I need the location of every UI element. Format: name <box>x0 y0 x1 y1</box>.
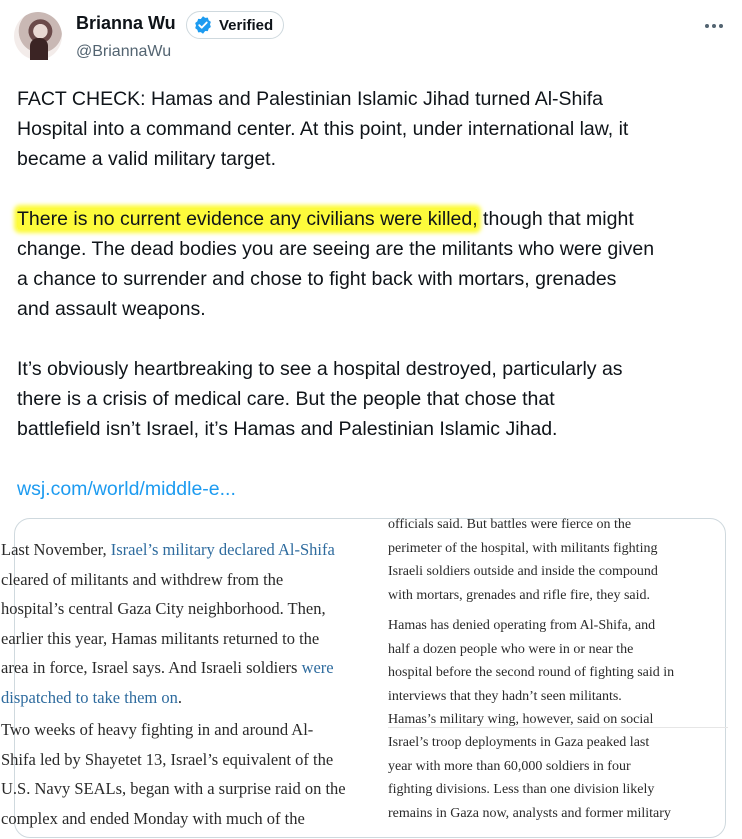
article-text: hospital before the second round of fighting said in <box>388 665 675 680</box>
article-text: interviews that they hadn’t seen militants. <box>388 688 622 704</box>
verified-badge[interactable] <box>186 11 284 39</box>
article-screenshot[interactable] <box>1 517 726 838</box>
article-left-block-2 <box>1 715 381 833</box>
article-text: hospital’s central Gaza City neighborhood. Then, <box>1 599 326 618</box>
article-text: . <box>177 687 182 707</box>
article-divider <box>388 727 728 728</box>
article-right-block-3 <box>388 731 718 825</box>
article-inline-link[interactable]: Israel’s military declared Al-Shifa <box>110 540 335 559</box>
verified-label: Verified <box>219 16 274 34</box>
article-right-block-2 <box>388 614 718 732</box>
article-text: Israeli soldiers outside and inside the compound <box>388 564 658 579</box>
article-text: Shifa led by Shayetet 13, Israel’s equivalent of the <box>1 749 334 769</box>
article-left-block-1 <box>1 535 381 712</box>
tweet-paragraph-3: It’s obviously heartbreaking to see a hospital destroyed, particularly as there is a crisis of medical care. But the people that chose that battlefield isn’t Israel, it’s Hamas and Palestinian Islamic Jihad. <box>17 358 623 440</box>
article-text: remains in Gaza now, analysts and former military <box>388 805 671 821</box>
verified-check-icon <box>193 15 213 35</box>
avatar[interactable] <box>14 12 62 60</box>
article-text: with mortars, grenades and rifle fire, they said. <box>388 587 651 603</box>
article-text: half a dozen people who were in or near the <box>388 641 634 657</box>
article-text: Last November, <box>1 540 111 559</box>
author-handle[interactable]: @BriannaWu <box>76 43 172 60</box>
tweet-paragraph-2-rest: though that might change. The dead bodies you are seeing are the militants who were given a chance to surrender and chose to fight back with mortars, grenades and assault weapons. <box>17 208 655 320</box>
article-text: earlier this year, Hamas militants returned to the <box>1 628 320 648</box>
article-text: fighting divisions. Less than one division likely <box>388 782 655 797</box>
tweet-paragraph-1: FACT CHECK: Hamas and Palestinian Islamic Jihad turned Al-Shifa Hospital into a command center. At this point, under international law, it became a valid military target. <box>17 88 629 170</box>
article-link[interactable]: wsj.com/world/middle-e... <box>17 478 236 500</box>
article-text: year with more than 60,000 soldiers in four <box>388 758 631 774</box>
article-text: U.S. Navy SEALs, began with a surprise raid on the <box>1 779 346 798</box>
article-inline-link[interactable]: were <box>301 658 334 677</box>
article-text: area in force, Israel says. And Israeli soldiers <box>1 658 302 677</box>
article-inline-link[interactable]: dispatched to take them on <box>1 687 178 707</box>
highlighted-claim: There is no current evidence any civilians were killed, <box>17 208 478 230</box>
article-text: Israel’s troop deployments in Gaza peaked last <box>388 735 650 750</box>
article-right-column <box>388 519 718 839</box>
article-left-column <box>1 519 373 839</box>
article-text: Hamas’s military wing, however, said on social <box>388 712 654 727</box>
article-text: Two weeks of heavy fighting in and around Al- <box>1 720 314 739</box>
tweet-text <box>17 84 729 504</box>
article-text: complex and ended Monday with much of the <box>1 808 305 828</box>
article-text: perimeter of the hospital, with militants fighting <box>388 540 658 556</box>
more-icon[interactable] <box>700 16 728 36</box>
article-text: officials said. But battles were fierce on the <box>388 517 632 532</box>
article-text: cleared of militants and withdrew from the <box>1 569 284 589</box>
author-name[interactable]: Brianna Wu <box>76 13 176 33</box>
article-text: Hamas has denied operating from Al-Shifa, and <box>388 618 656 633</box>
article-right-block-2-clip <box>388 519 728 727</box>
tweet-paragraph-2 <box>17 204 729 324</box>
tweet-header <box>14 10 728 64</box>
